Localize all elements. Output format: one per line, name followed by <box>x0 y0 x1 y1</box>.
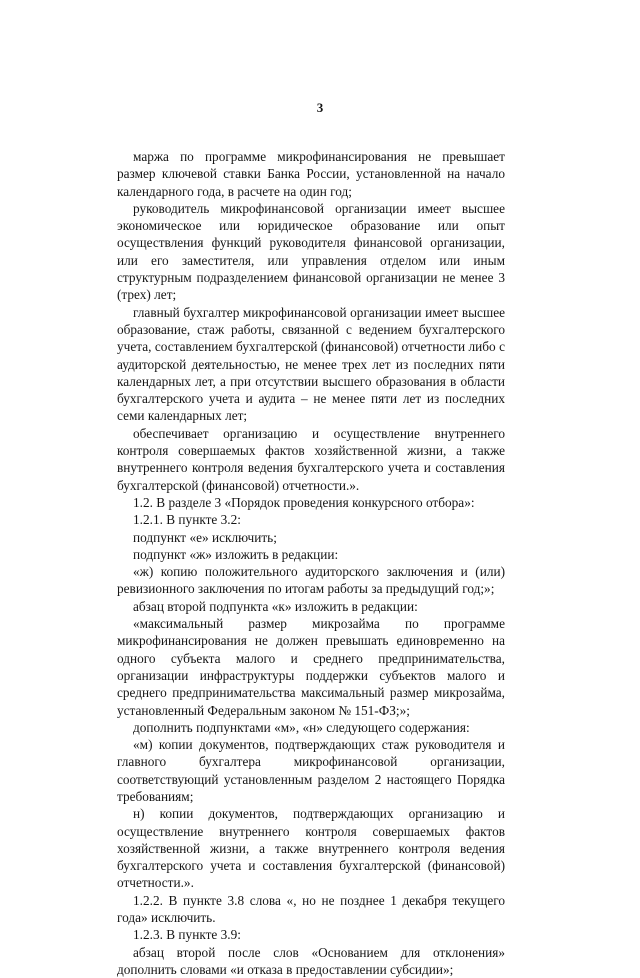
paragraph: дополнить подпунктами «м», «н» следующего содержания: <box>133 719 470 735</box>
paragraph: обеспечивает организацию и осуществление внутреннего контроля совершаемых фактов хозяйственной жизни, а также внутреннего контроля ведения бухгалтерского учета и составления бухгалтерской (финансовой) отчетности.». <box>117 425 505 493</box>
paragraph: руководитель микрофинансовой организации имеет высшее экономическое или юридическое образование или опыт осуществления функций руководителя финансовой организации, или его заместителя, или управления отделом или иным структурным подразделением финансовой организации не менее 3 (трех) лет; <box>117 200 505 303</box>
paragraph: н) копии документов, подтверждающих организацию и осуществление внутреннего контроля совершаемых фактов хозяйственной жизни, а также внутреннего контроля ведения бухгалтерского учета и составления бухгалтерской (финансовой) отчетности.». <box>117 806 505 891</box>
paragraph: 1.2.3. В пункте 3.9: <box>133 927 241 943</box>
paragraph: «м) копии документов, подтверждающих стаж руководителя и главного бухгалтера микрофинансовой организации, соответствующий установленным разделом 2 настоящего Порядка требованиям; <box>117 737 505 804</box>
paragraph: абзац второй подпункта «к» изложить в редакции: <box>133 598 418 614</box>
paragraph: подпункт «е» исключить; <box>133 529 277 545</box>
document-body <box>117 148 505 978</box>
paragraph: главный бухгалтер микрофинансовой организации имеет высшее образование, стаж работы, связанной с ведением бухгалтерского учета, составлением бухгалтерской (финансовой) отчетности либо с аудиторской деятельностью, не менее трех лет из последних пяти календарных лет, а при отсутствии высшего образования в области бухгалтерского учета и аудита – не менее пяти лет из последних семи календарных лет; <box>117 304 505 424</box>
paragraph: 1.2.1. В пункте 3.2: <box>133 512 241 528</box>
paragraph: подпункт «ж» изложить в редакции: <box>133 546 339 562</box>
paragraph: «ж) копию положительного аудиторского заключения и (или) ревизионного заключения по итогам работы за предыдущий год;»; <box>117 564 505 597</box>
paragraph: «максимальный размер микрозайма по программе микрофинансирования не должен превышать единовременно на одного субъекта малого и среднего предпринимательства, организации инфраструктуры поддержки субъектов малого и среднего предпринимательства максимальный размер микрозайма, установленный Федеральным законом № 151-ФЗ;»; <box>117 616 505 718</box>
paragraph: 1.2. В разделе 3 «Порядок проведения конкурсного отбора»: <box>133 494 475 510</box>
paragraph: маржа по программе микрофинансирования не превышает размер ключевой ставки Банка России, установленной на начало календарного года, в расчете на один год; <box>117 149 505 199</box>
paragraph: абзац второй после слов «Основанием для отклонения» дополнить словами «и отказа в предоставлении субсидии»; <box>117 944 505 977</box>
paragraph: 1.2.2. В пункте 3.8 слова «, но не позднее 1 декабря текущего года» исключить. <box>117 892 505 926</box>
page-number: 3 <box>316 100 324 115</box>
